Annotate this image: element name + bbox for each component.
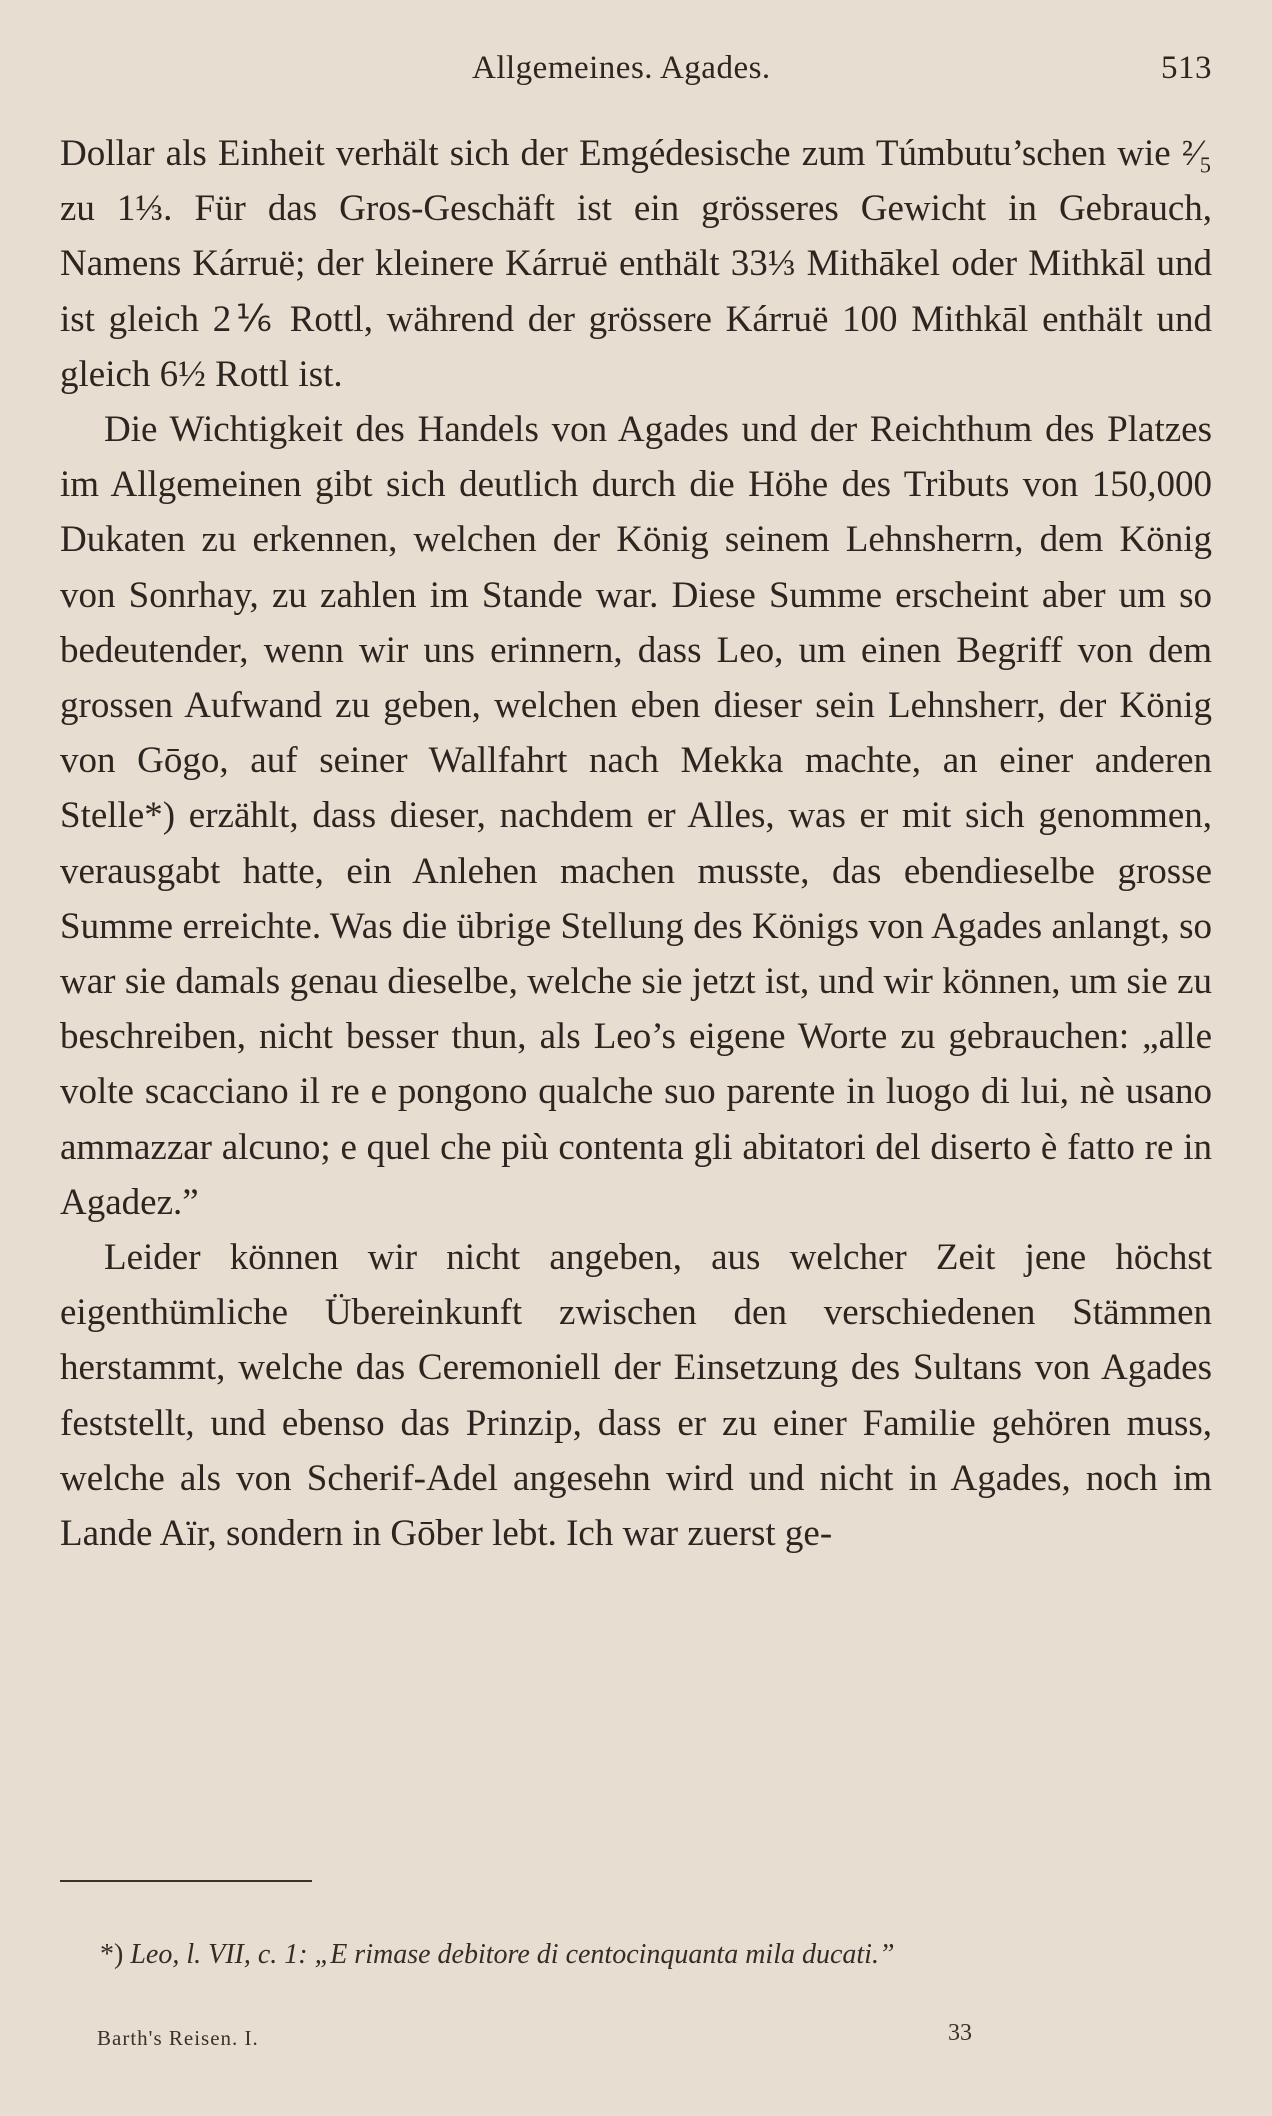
footnote-quote: „E rimase debitore di centocinquanta mila ducati.” [314,1939,895,1970]
sheet-number: 33 [948,2020,972,2046]
page-header [60,50,1212,100]
page-number: 513 [1161,50,1212,86]
paragraph-3: Leider können wir nicht angeben, aus welcher Zeit jene höchst eigenthümliche Übereinkunft zwischen den verschiedenen Stämmen herstammt, welche das Ceremoniell der Einsetzung des Sultans von Agades feststellt, und ebenso das Prinzip, dass er zu einer Familie gehören muss, welche als von Scherif-Adel angesehn wird und nicht in Agades, noch im Lande Aïr, sondern in Gōber lebt. Ich war zuerst ge- [60,1237,1212,1555]
paragraph-1: Dollar als Einheit verhält sich der Emgédesische zum Túmbutu’schen wie ²⁄₅ zu 1⅓. Für das Gros-Geschäft ist ein grösseres Gewicht in Gebrauch, Namens Kárruë; der kleinere Kárruë enthält 33⅓ Mithākel oder Mithkāl und ist gleich 2⅙ Rottl, während der grössere Kárruë 100 Mithkāl enthält und gleich 6½ Rottl ist. [60,133,1212,395]
running-head: Allgemeines. Agades. [472,50,771,86]
paragraph-2: Die Wichtigkeit des Handels von Agades und der Reichthum des Platzes im Allgemeinen gibt sich deutlich durch die Höhe des Tributs von 150,000 Dukaten zu erkennen, welchen der König seinem Lehnsherrn, dem König von Sonrhay, zu zahlen im Stande war. Diese Summe erscheint aber um so bedeutender, wenn wir uns erinnern, dass Leo, um einen Begriff von dem grossen Aufwand zu geben, welchen eben dieser sein Lehnsherr, der König von Gōgo, auf seiner Wallfahrt nach Mekka machte, an einer anderen Stelle*) erzählt, dass dieser, nachdem er Alles, was er mit sich genommen, verausgabt hatte, ein Anlehen machen musste, das ebendieselbe grosse Summe erreichte. Was die übrige Stellung des Königs von Agades anlangt, so war sie damals genau dieselbe, welche sie jetzt ist, und wir können, um sie zu beschreiben, nicht besser thun, als Leo’s eigene Worte zu gebrauchen: „alle volte scacciano il re e pongono qualche suo parente in luogo di lui, nè usano ammazzar alcuno; e quel che più contenta gli abitatori del diserto è fatto re in Agadez.” [60,409,1212,1223]
footnote-rule [60,1880,312,1882]
footnote-marker: *) [100,1939,124,1970]
body-text [60,126,1212,1561]
footnote [60,1932,1190,1978]
signature-mark: Barth's Reisen. I. [97,2026,259,2050]
footnote-citation: Leo, l. VII, c. 1: [130,1939,308,1970]
